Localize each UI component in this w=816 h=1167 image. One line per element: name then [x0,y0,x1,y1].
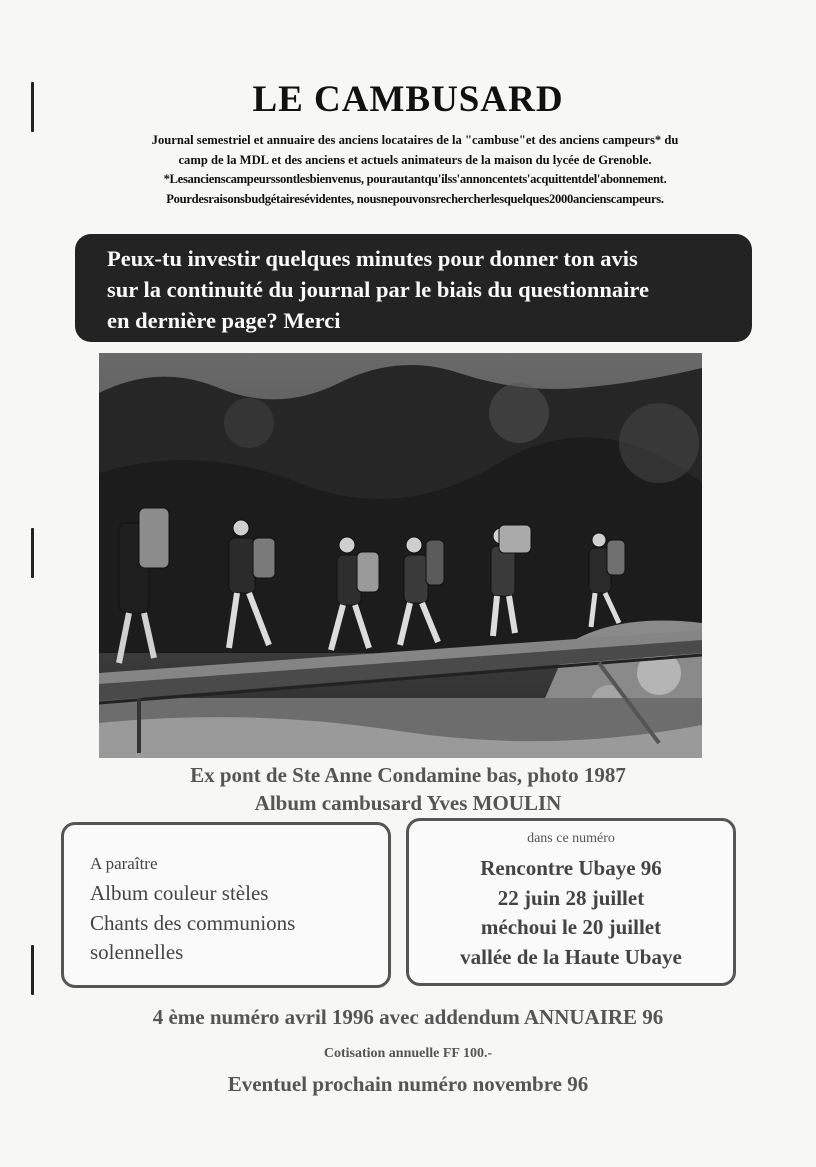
banner-line: sur la continuité du journal par le biais du questionnaire [107,277,649,302]
bridge-photo [99,353,702,758]
forthcoming-heading: A paraître [90,854,158,873]
photo-caption-line2: Album cambusard Yves MOULIN [254,791,562,815]
in-this-issue-item: 22 juin 28 juillet [497,885,645,910]
binder-mark-middle [31,528,34,578]
forthcoming-box [61,822,391,988]
in-this-issue-item: méchoui le 20 juillet [480,915,662,939]
in-this-issue-item: vallée de la Haute Ubaye [460,944,682,969]
in-this-issue-box [406,818,736,986]
questionnaire-banner [75,234,752,342]
subtitle-line: camp de la MDL et des anciens et actuels animateurs de la maison du lycée de Grenoble. [178,152,652,167]
banner-line: en dernière page? Merci [107,308,341,333]
in-this-issue-heading: dans ce numéro [527,831,615,846]
hikers-on-bridge-image [99,353,702,758]
subtitle-line: Pourdesraisonsbudgétairesévidentes, nousnepouvonsrechercherlesquelques2000ancienscampeurs. [166,191,664,206]
cotisation-line: Cotisation annuelle FF 100.- [323,1046,493,1061]
next-issue-line: Eventuel prochain numéro novembre 96 [227,1072,589,1096]
forthcoming-item: solennelles [90,940,184,964]
subtitle [70,131,760,209]
issue-line: 4 ème numéro avril 1996 avec addendum ANNUAIRE 96 [152,1005,664,1029]
subtitle-line: Journal semestriel et annuaire des anciens locataires de la "cambuse"et des anciens campeurs* du [151,133,679,147]
forthcoming-item: Album couleur stèles [90,881,269,905]
binder-mark-bottom [31,945,34,995]
subtitle-line: *Lesancienscampeurssontlesbienvenus, pourautantqu'ilss'annoncentets'acquittentdel'abonnement. [163,172,667,186]
photo-caption-line1: Ex pont de Ste Anne Condamine bas, photo 1987 [190,763,626,787]
page-title: LE CAMBUSARD [252,79,564,120]
in-this-issue-item: Rencontre Ubaye 96 [480,856,662,880]
forthcoming-item: Chants des communions [90,910,296,935]
banner-line: Peux-tu investir quelques minutes pour donner ton avis [107,246,638,271]
